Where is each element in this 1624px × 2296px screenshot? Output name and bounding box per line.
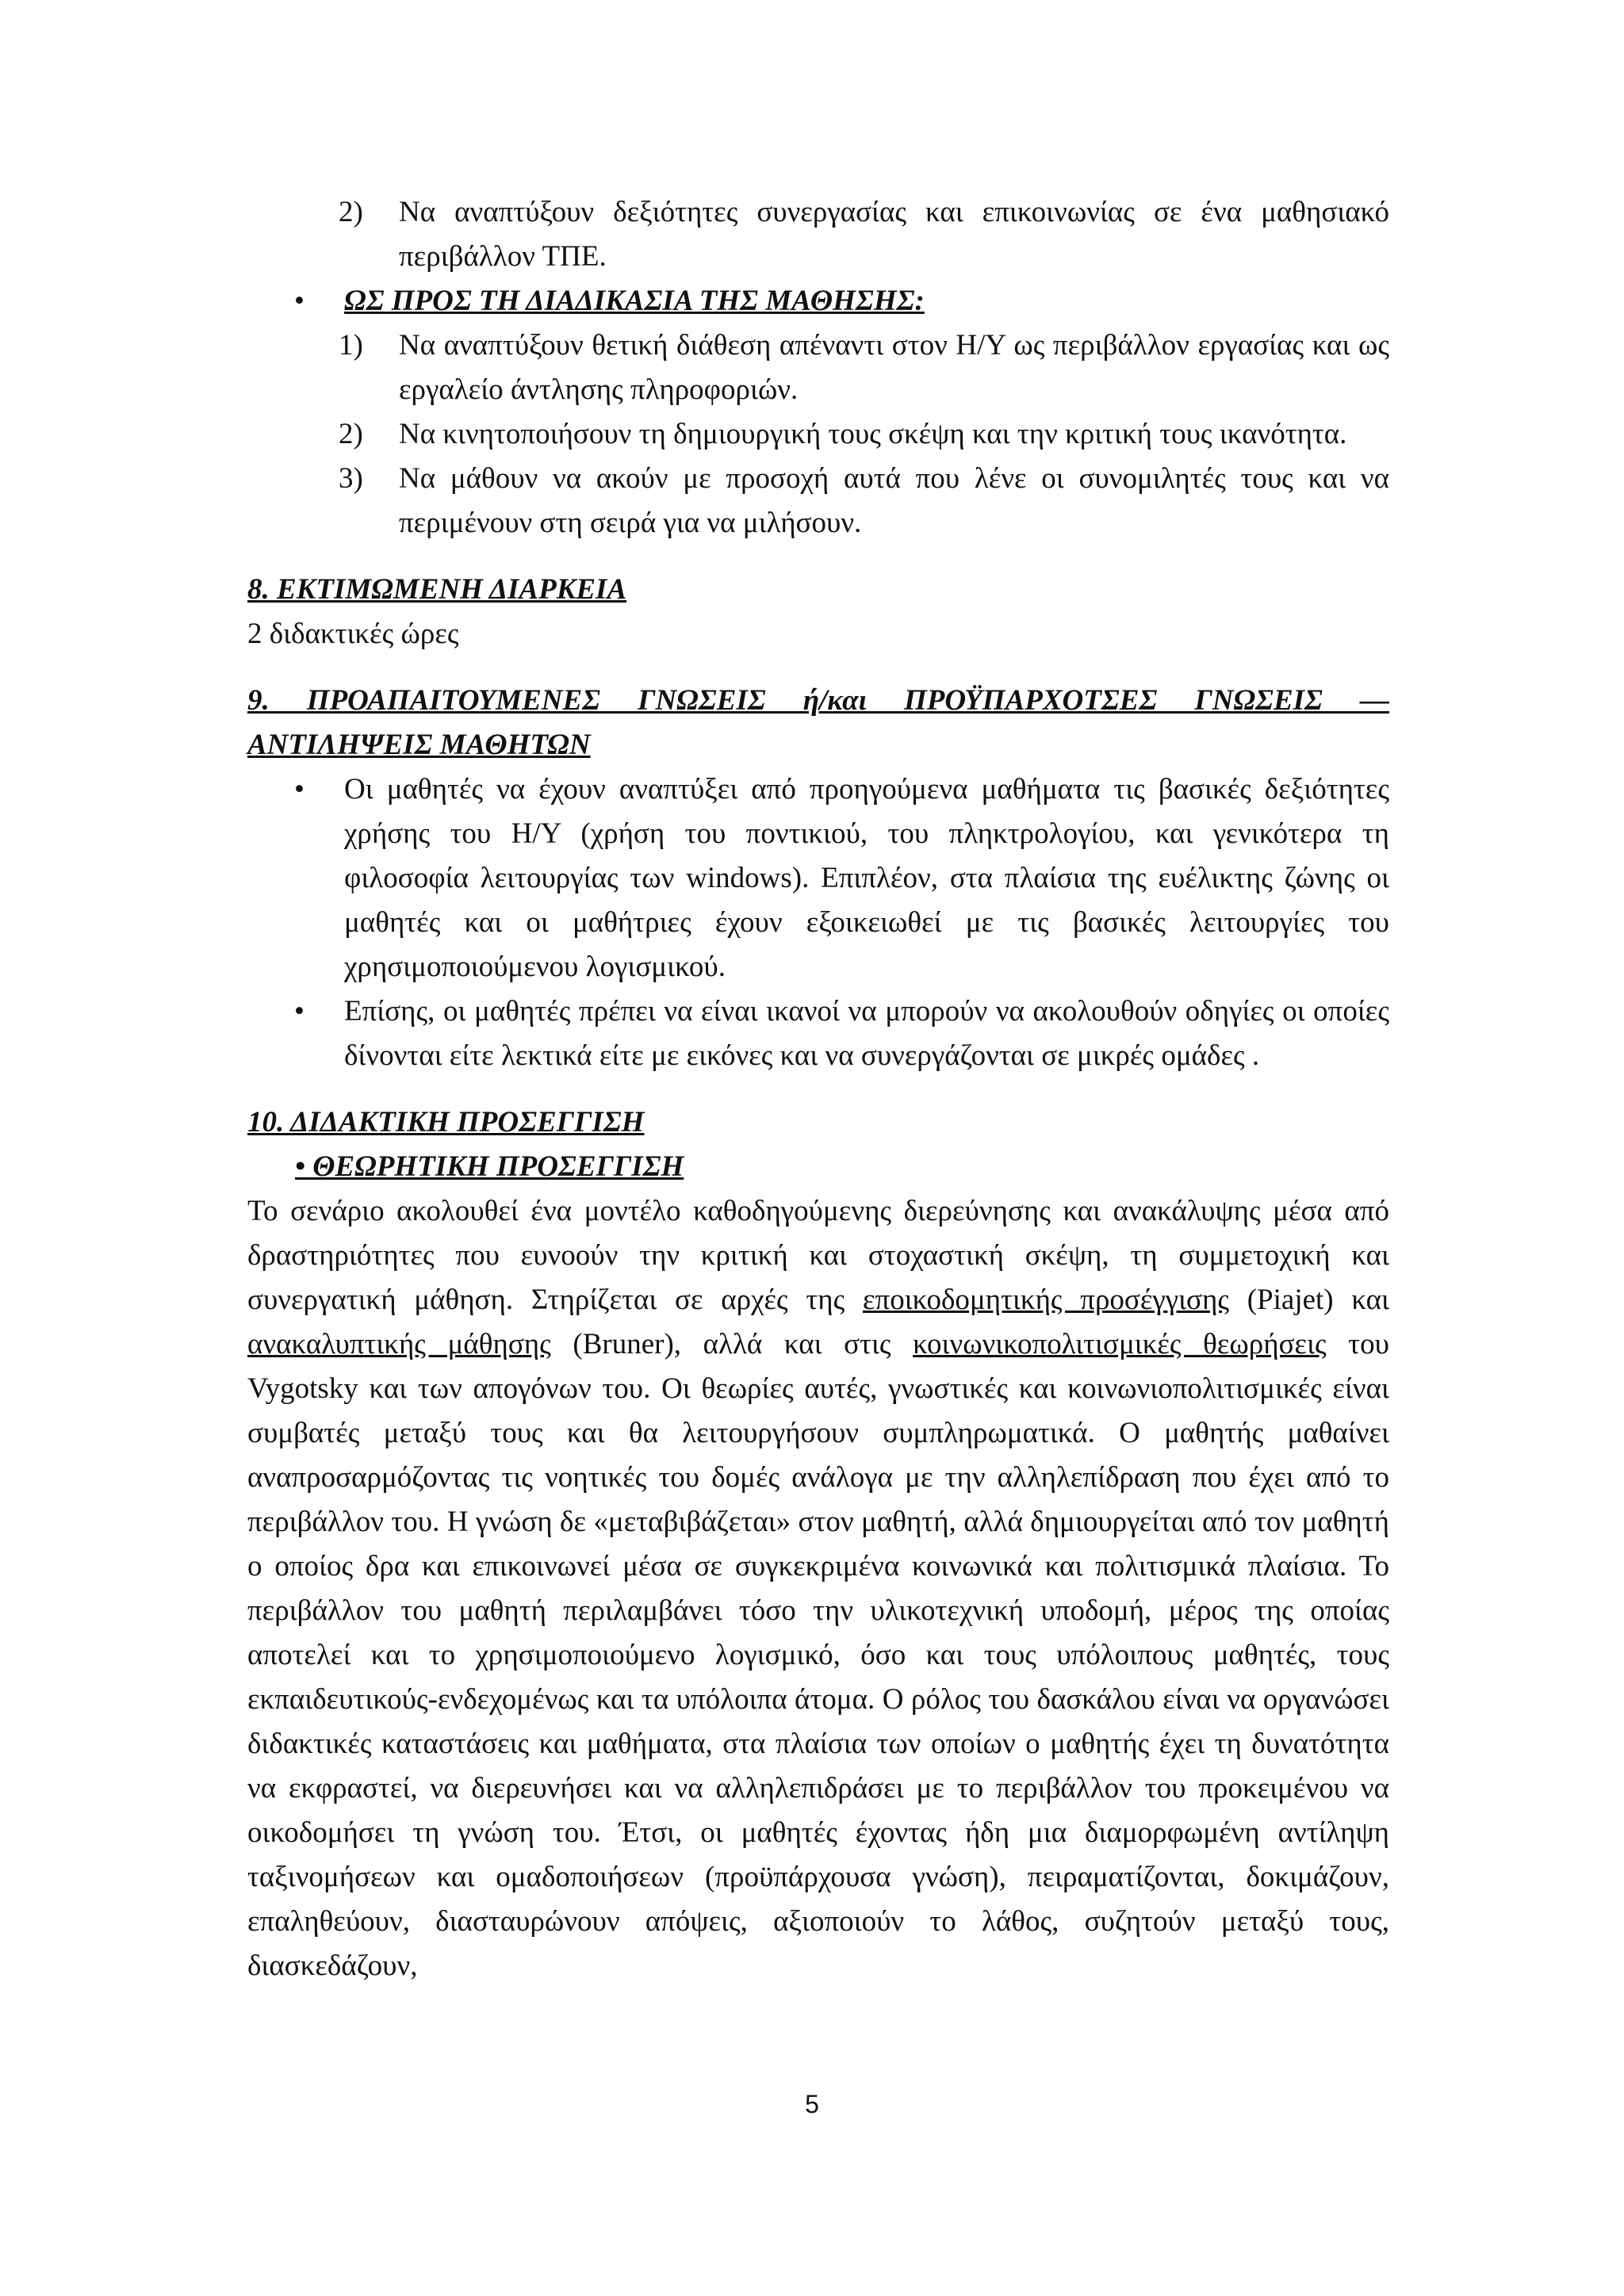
sociocultural-term: κοινωνικοπολιτισμικές θεωρήσεις [913, 1328, 1327, 1360]
learning-item-1 [339, 323, 1389, 412]
theory-paragraph [247, 1189, 1389, 1988]
item-text: Να αναπτύξουν θετική διάθεση απέναντι στον Η/Υ ως περιβάλλον εργασίας και ως εργαλείο άντλησης πληροφοριών. [399, 329, 1389, 406]
section-8-text: 2 διδακτικές ώρες [247, 618, 459, 650]
discovery-learning-term: ανακαλυπτικής μάθησης [247, 1328, 551, 1360]
bullet-icon: • [294, 995, 304, 1027]
bullet-icon: • [294, 285, 304, 317]
item-text: Να μάθουν να ακούν με προσοχή αυτά που λένε οι συνομιλητές τους και να περιμένουν στη σειρά για να μιλήσουν. [399, 462, 1389, 539]
page-number: 5 [805, 2090, 819, 2118]
bullet-icon: • [294, 773, 304, 806]
item-number: 2) [339, 418, 363, 450]
theory-subheading: • ΘΕΩΡΗΤΙΚΗ ΠΡΟΣΕΓΓΙΣΗ [295, 1150, 684, 1183]
page-content [247, 190, 1389, 1988]
learning-item-2 [339, 412, 1389, 457]
item-number: 3) [339, 462, 363, 495]
section-9-heading: 9. ΠΡΟΑΠΑΙΤΟΥΜΕΝΕΣ ΓΝΩΣΕΙΣ ή/και ΠΡΟΫΠΑΡΧΟΤΣΕΣ ΓΝΩΣΕΙΣ — ΑΝΤΙΛΗΨΕΙΣ ΜΑΘΗΤΩΝ [247, 684, 1389, 761]
bullet-text: Επίσης, οι μαθητές πρέπει να είναι ικανοί να μπορούν να ακολουθούν οδηγίες οι οποίες δίνονται είτε λεκτικά είτε με εικόνες και να συνεργάζονται σε μικρές ομάδες . [344, 995, 1389, 1072]
item-text: Να αναπτύξουν δεξιότητες συνεργασίας και επικοινωνίας σε ένα μαθησιακό περιβάλλον ΤΠΕ. [399, 196, 1389, 273]
item-text: Να κινητοποιήσουν τη δημιουργική τους σκέψη και την κριτική τους ικανότητα. [399, 418, 1347, 450]
paragraph-text: του Vygotsky και των απογόνων του. Οι θεωρίες αυτές, γνωστικές και κοινωνιοπολιτισμικές είναι συμβατές μεταξύ τους και θα λειτουργήσουν συμπληρωματικά. Ο μαθητής μαθαίνει αναπροσαρμόζοντας τις νοητικές του δομές ανάλογα με την αλληλεπίδραση που έχει από το περιβάλλον του. Η γνώση δε «μεταβιβάζεται» στον μαθητή, αλλά δημιουργείται από τον μαθητή ο οποίος δρα και επικοινωνεί μέσα σε συγκεκριμένα κοινωνικά και πολιτισμικά πλαίσια. Το περιβάλλον του μαθητή περιλαμβάνει τόσο την υλικοτεχνική υποδομή, μέρος της οποίας αποτελεί και το χρησιμοποιούμενο λογισμικό, όσο και τους υπόλοιπους μαθητές, τους εκπαιδευτικούς-ενδεχομένως και τα υπόλοιπα άτομα. Ο ρόλος του δασκάλου είναι να οργανώσει διδακτικές καταστάσεις και μαθήματα, στα πλαίσια των οποίων ο μαθητής έχει τη δυνατότητα να εκφραστεί, να διερευνήσει και να αλληλεπιδράσει με το περιβάλλον του προκειμένου να οικοδομήσει τη γνώση του. Έτσι, οι μαθητές έχοντας ήδη μια διαμορφωμένη αντίληψη ταξινομήσεων και ομαδοποιήσεων (προϋπάρχουσα γνώση), πειραματίζονται, δοκιμάζουν, επαληθεύουν, διασταυρώνουν απόψεις, αξιοποιούν το λάθος, συζητούν μεταξύ τους, διασκεδάζουν, [247, 1328, 1389, 1982]
item-number: 2) [339, 196, 363, 228]
learning-process-bullet [247, 279, 1389, 323]
prerequisite-bullet-1 [247, 767, 1389, 989]
section-8-heading: 8. ΕΚΤΙΜΩΜΕΝΗ ΔΙΑΡΚΕΙΑ [247, 573, 627, 606]
paragraph-text: (Bruner), αλλά και στις [550, 1328, 914, 1360]
paragraph-text: (Piajet) και [1229, 1284, 1389, 1316]
learning-item-3 [339, 457, 1389, 545]
learning-process-heading: ΩΣ ΠΡΟΣ ΤΗ ΔΙΑΔΙΚΑΣΙΑ ΤΗΣ ΜΑΘΗΣΗΣ: [344, 285, 925, 317]
goal-item-2 [339, 190, 1389, 279]
section-10-heading: 10. ΔΙΔΑΚΤΙΚΗ ΠΡΟΣΕΓΓΙΣΗ [247, 1106, 645, 1138]
paragraph-text: Το σενάριο ακολουθεί ένα μοντέλο καθοδηγούμενης διερεύνησης και ανακάλυψης μέσα από δραστηριότητες που ευνοούν την κριτική και στοχαστική σκέψη, τη συμμετοχική και συνεργατική μάθηση. Στηρίζεται σε αρχές της [247, 1195, 1389, 1316]
constructivism-term: εποικοδομητικής προσέγγισης [862, 1284, 1230, 1316]
prerequisite-bullet-2 [247, 989, 1389, 1078]
bullet-text: Οι μαθητές να έχουν αναπτύξει από προηγούμενα μαθήματα τις βασικές δεξιότητες χρήσης του Η/Υ (χρήση του ποντικιού, του πληκτρολογίου, και γενικότερα τη φιλοσοφία λειτουργίας των windows). Επιπλέον, στα πλαίσια της ευέλικτης ζώνης οι μαθητές και οι μαθήτριες έχουν εξοικειωθεί με τις βασικές λειτουργίες του χρησιμοποιούμενου λογισμικού. [344, 773, 1389, 983]
item-number: 1) [339, 329, 363, 362]
